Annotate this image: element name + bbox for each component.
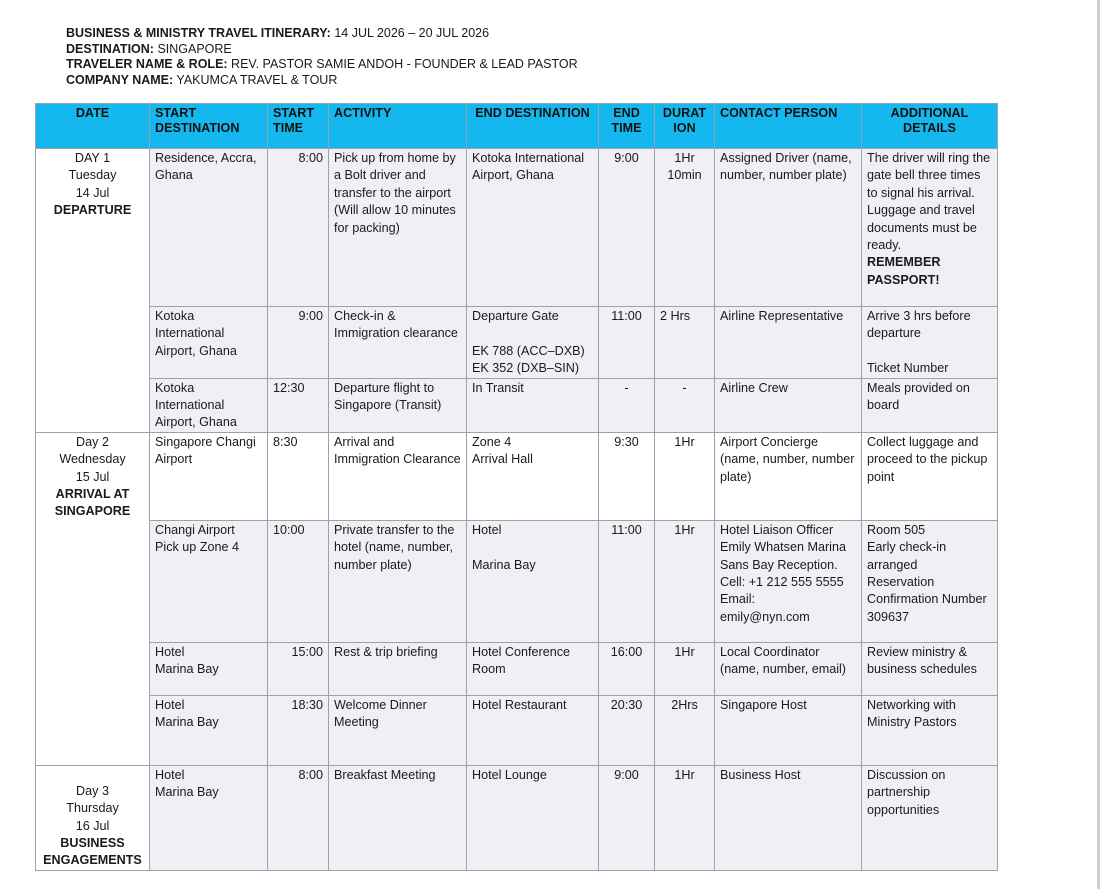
activity-cell: Pick up from home by a Bolt driver and transfer to the airport (Will allow 10 minutes for packing): [329, 149, 467, 307]
day-number: Day 2: [76, 434, 109, 449]
end-time-cell: 16:00: [599, 642, 655, 695]
col-header-end-time: END TIME: [599, 104, 655, 149]
date-cell-day1: [36, 149, 150, 433]
end-destination-cell: Hotel Marina Bay: [467, 520, 599, 642]
day-label: ARRIVAL AT SINGAPORE: [54, 487, 131, 519]
day-date: 16 Jul: [75, 818, 110, 833]
col-header-date: DATE: [36, 104, 150, 149]
additional-details-cell: Review ministry & business schedules: [862, 642, 998, 695]
table-row: [36, 642, 998, 695]
end-destination-cell: Zone 4 Arrival Hall: [467, 432, 599, 520]
contact-person-cell: Singapore Host: [715, 695, 862, 765]
activity-cell: Welcome Dinner Meeting: [329, 695, 467, 765]
itinerary-label: BUSINESS & MINISTRY TRAVEL ITINERARY:: [66, 26, 331, 40]
duration-cell: 1Hr 10min: [655, 149, 715, 307]
details-text: The driver will ring the gate bell three times to signal his arrival. Luggage and travel documents must be ready.: [867, 151, 991, 253]
activity-cell: Private transfer to the hotel (name, number, number plate): [329, 520, 467, 642]
end-destination-cell: Kotoka International Airport, Ghana: [467, 149, 599, 307]
end-time-cell: 11:00: [599, 520, 655, 642]
itinerary-table: [35, 103, 998, 871]
start-time-cell: 12:30: [268, 378, 329, 432]
additional-details-cell: Collect luggage and proceed to the pickup point: [862, 432, 998, 520]
table-row: [36, 695, 998, 765]
col-header-start-time: START TIME: [268, 104, 329, 149]
duration-cell: 1Hr: [655, 432, 715, 520]
activity-cell: Rest & trip briefing: [329, 642, 467, 695]
start-destination-cell: Hotel Marina Bay: [150, 765, 268, 870]
contact-person-cell: Business Host: [715, 765, 862, 870]
itinerary-header: [66, 26, 578, 88]
start-time-cell: 15:00: [268, 642, 329, 695]
end-destination-cell: Hotel Conference Room: [467, 642, 599, 695]
col-header-activity: ACTIVITY: [329, 104, 467, 149]
activity-cell: Arrival and Immigration Clearance: [329, 432, 467, 520]
header-itinerary-line: [66, 26, 578, 42]
table-row: [36, 149, 998, 307]
duration-cell: 1Hr: [655, 765, 715, 870]
table-row: [36, 432, 998, 520]
details-note: REMEMBER PASSPORT!: [867, 255, 941, 287]
start-time-cell: 8:30: [268, 432, 329, 520]
contact-person-cell: Hotel Liaison Officer Emily Whatsen Marina Sans Bay Reception. Cell: +1 212 555 5555 Email: emily@nyn.com: [715, 520, 862, 642]
contact-person-cell: Local Coordinator (name, number, email): [715, 642, 862, 695]
date-cell-day3: [36, 765, 150, 870]
col-header-end-destination: END DESTINATION: [467, 104, 599, 149]
day-date: 14 Jul: [75, 185, 110, 200]
duration-cell: 2 Hrs: [655, 307, 715, 379]
duration-cell: 1Hr: [655, 642, 715, 695]
start-destination-cell: Singapore Changi Airport: [150, 432, 268, 520]
duration-cell: 1Hr: [655, 520, 715, 642]
end-time-cell: 9:00: [599, 149, 655, 307]
col-header-duration: DURAT ION: [655, 104, 715, 149]
contact-person-cell: Assigned Driver (name, number, number plate): [715, 149, 862, 307]
duration-cell: 2Hrs: [655, 695, 715, 765]
date-cell-day2: [36, 432, 150, 765]
day-weekday: Tuesday: [68, 168, 117, 183]
end-time-cell: 20:30: [599, 695, 655, 765]
day-weekday: Thursday: [66, 801, 119, 816]
start-destination-cell: Kotoka International Airport, Ghana: [150, 378, 268, 432]
additional-details-cell: Arrive 3 hrs before departure Ticket Number: [862, 307, 998, 379]
end-time-cell: 11:00: [599, 307, 655, 379]
additional-details-cell: Meals provided on board: [862, 378, 998, 432]
traveler-label: TRAVELER NAME & ROLE:: [66, 57, 228, 71]
end-time-cell: 9:30: [599, 432, 655, 520]
start-time-cell: 8:00: [268, 149, 329, 307]
contact-person-cell: Airline Crew: [715, 378, 862, 432]
table-row: [36, 520, 998, 642]
table-row: [36, 378, 998, 432]
destination-value: SINGAPORE: [153, 41, 232, 56]
header-company-line: [66, 73, 578, 89]
contact-person-cell: Airport Concierge (name, number, number plate): [715, 432, 862, 520]
additional-details-cell: Discussion on partnership opportunities: [862, 765, 998, 870]
end-destination-cell: Hotel Lounge: [467, 765, 599, 870]
start-destination-cell: Residence, Accra, Ghana: [150, 149, 268, 307]
additional-details-cell: Networking with Ministry Pastors: [862, 695, 998, 765]
duration-cell: -: [655, 378, 715, 432]
col-header-start-destination: START DESTINATION: [150, 104, 268, 149]
day-label: BUSINESS ENGAGEMENTS: [43, 836, 142, 868]
end-destination-cell: Departure Gate EK 788 (ACC–DXB) EK 352 (DXB–SIN): [467, 307, 599, 379]
table-row: [36, 765, 998, 870]
start-destination-cell: Changi Airport Pick up Zone 4: [150, 520, 268, 642]
start-destination-cell: Kotoka International Airport, Ghana: [150, 307, 268, 379]
table-header-row: [36, 104, 998, 149]
additional-details-cell: [862, 149, 998, 307]
itinerary-dates: 14 JUL 2026 – 20 JUL 2026: [330, 26, 490, 40]
start-time-cell: 8:00: [268, 765, 329, 870]
day-date: 15 Jul: [75, 469, 110, 484]
day-weekday: Wednesday: [59, 452, 126, 467]
start-time-cell: 9:00: [268, 307, 329, 379]
additional-details-cell: Room 505 Early check-in arranged Reservation Confirmation Number 309637: [862, 520, 998, 642]
traveler-value: REV. PASTOR SAMIE ANDOH - FOUNDER & LEAD PASTOR: [227, 57, 578, 71]
company-label: COMPANY NAME:: [66, 72, 174, 87]
start-time-cell: 10:00: [268, 520, 329, 642]
start-destination-cell: Hotel Marina Bay: [150, 642, 268, 695]
day-number: DAY 1: [74, 151, 111, 165]
activity-cell: Departure flight to Singapore (Transit): [329, 378, 467, 432]
col-header-additional-details: ADDITIONAL DETAILS: [862, 104, 998, 149]
company-value: YAKUMCA TRAVEL & TOUR: [173, 72, 338, 87]
start-time-cell: 18:30: [268, 695, 329, 765]
col-header-contact-person: CONTACT PERSON: [715, 104, 862, 149]
table-row: [36, 307, 998, 379]
activity-cell: Check-in & Immigration clearance: [329, 307, 467, 379]
header-traveler-line: [66, 57, 578, 73]
end-time-cell: -: [599, 378, 655, 432]
day-label: DEPARTURE: [53, 203, 132, 218]
header-destination-line: [66, 42, 578, 58]
day-number: Day 3: [76, 783, 109, 798]
start-destination-cell: Hotel Marina Bay: [150, 695, 268, 765]
activity-cell: Breakfast Meeting: [329, 765, 467, 870]
end-destination-cell: Hotel Restaurant: [467, 695, 599, 765]
end-destination-cell: In Transit: [467, 378, 599, 432]
contact-person-cell: Airline Representative: [715, 307, 862, 379]
destination-label: DESTINATION:: [66, 41, 154, 56]
end-time-cell: 9:00: [599, 765, 655, 870]
